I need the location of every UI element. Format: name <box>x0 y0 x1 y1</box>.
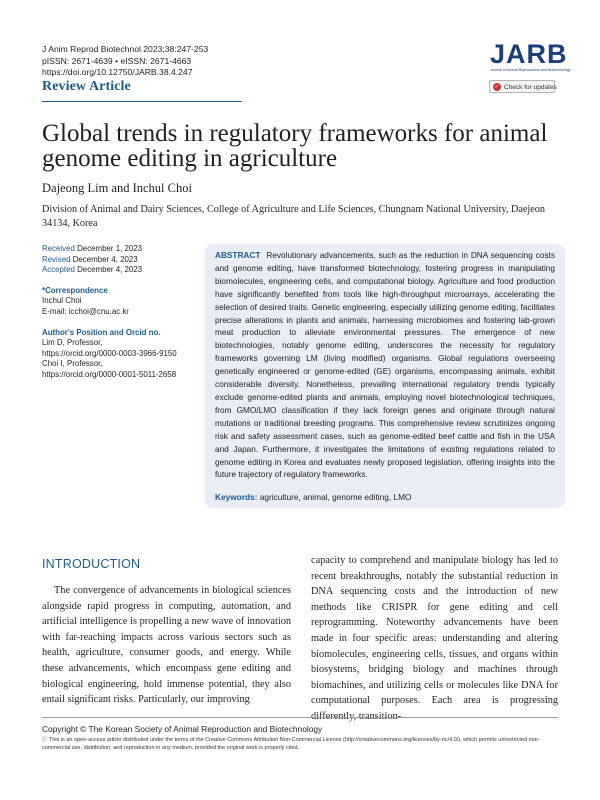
check-for-updates-button[interactable] <box>489 80 555 93</box>
keywords-list: agriculture, animal, genome editing, LMO <box>259 492 412 502</box>
journal-issn: pISSN: 2671-4639 • eISSN: 2671-4663 <box>42 55 192 66</box>
check-updates-label: Check for updates <box>504 84 557 91</box>
article-authors: Dajeong Lim and Inchul Choi <box>42 181 192 195</box>
orcid-link[interactable]: https://orcid.org/0000-0003-3966-9150 <box>42 348 177 358</box>
check-updates-icon: ✓ <box>494 84 500 90</box>
correspondence-heading: *Correspondence <box>42 285 108 295</box>
correspondence-name: Inchul Choi <box>42 296 82 306</box>
journal-meta <box>42 44 208 79</box>
article-info-column <box>42 244 200 381</box>
journal-logo <box>490 39 571 73</box>
orcid-link[interactable]: https://orcid.org/0000-0001-5011-2658 <box>42 369 177 379</box>
received-date: Received December 1, 2023 <box>42 244 143 253</box>
position-line: Choi I, Professor, <box>42 359 103 369</box>
journal-citation: J Anim Reprod Biotechnol 2023;38:247-253 <box>42 44 209 54</box>
logo-subtitle: Journal of Animal Reproduction and Biotechnology <box>490 68 571 72</box>
abstract-text: Revolutionary advancements, such as the reduction in DNA sequencing costs and genome editing, have transformed biotechnology, fostering progress in manipulating biomolecules, engineering cells, and computational biology. Agriculture and food production have significantly benefited from tools like high-throughput microarrays, accelerating the selection of desired traits. Genetic engineering, especially utilizing genome editing, facilitates precise alterations in plants and animals, harnessing microbiomes and fostering lab-grown meat production to alleviate environmental pressures. The emergence of new biotechnologies, notably genome editing, underscores the necessity for regulatory frameworks governing LM (living modified) organisms. Global regulations overseeing genetically engineered or genome-edited (GE) organisms, encompassing animals, exhibit considerable diversity. Nonetheless, prevailing international regulatory trends typically exclude genome-edited plants and animals, employing novel biotechnological techniques, from GMO/LMO classification if they lack foreign genes and originate through natural mutations or traditional breeding programs. This comprehensive review scrutinizes ongoing risk and safety assessment cases, such as genome-edited beef cattle and fish in the USA and Japan. Furthermore, it investigates the limitations of existing regulations related to genome editing in Korea and evaluates newly proposed legislation, offering insights into the future trajectory of regulatory frameworks. <box>215 251 555 480</box>
abstract-box <box>205 244 565 508</box>
article-title: Global trends in regulatory frameworks for animal genome editing in agriculture <box>42 120 548 172</box>
correspondence-email[interactable]: E-mail: icchoi@cnu.ac.kr <box>42 306 129 316</box>
keywords <box>215 491 411 504</box>
intro-right-column: capacity to comprehend and manipulate biology has led to recent breakthroughs, notably the substantial reduction in DNA sequencing costs and the introduction of new methods like CRISPR for gene editing and cell reprogramming. Noteworthy advancements have been made in four specific areas: understanding and altering biomolecules, engineering cells, tissues, and organs within biosystems, bridging biology and machines through biomachines, and utilizing cells or molecules like DNA for computational purposes. Each area is progressing <box>311 555 558 707</box>
logo-wordmark: JARB <box>490 39 568 69</box>
license-text: This is an open-access article distributed under the terms of the Creative Commons Attribution Non-Commercial License (http://creativecommons.org/licenses/by-nc/4.0/), which permits unrestricted non-commercial use, distribution, and reproduction in any medium, provided the original work is properly cited. <box>42 737 540 751</box>
accepted-date: Accepted December 4, 2023 <box>42 265 143 275</box>
header-divider <box>42 101 242 102</box>
cc-icon: ⓒ <box>42 737 48 743</box>
introduction-heading: INTRODUCTION <box>42 557 141 571</box>
keywords-label: Keywords: <box>215 492 258 502</box>
author-affiliation: Division of Animal and Dairy Sciences, College of Agriculture and Life Sciences, Chungnam National University, Daejeon 34134, Korea <box>42 204 545 229</box>
footer-divider <box>42 717 558 718</box>
revised-date: Revised December 4, 2023 <box>42 254 138 264</box>
article-type: Review Article <box>42 79 131 94</box>
position-line: Lim D, Professor, <box>42 338 103 348</box>
abstract-heading: ABSTRACT <box>215 251 261 260</box>
doi-link[interactable]: https://doi.org/10.12750/JARB.38.4.247 <box>42 67 193 77</box>
positions-heading: Author's Position and Orcid no. <box>42 327 161 337</box>
copyright-notice: Copyright © The Korean Society of Animal Reproduction and Biotechnology <box>42 724 323 734</box>
intro-left-column: The convergence of advancements in biological sciences alongside rapid progress in computing, automation, and artificial intelligence is propelling a new wave of innovation with far-reaching impacts across various sectors such as health, agriculture, consumer goods, and energy. While these advancements, which encompass gene editing and biological engineering, hold immense potential, they also entail significant risks. Particularly, our improving <box>42 585 291 706</box>
license-notice <box>42 736 562 752</box>
